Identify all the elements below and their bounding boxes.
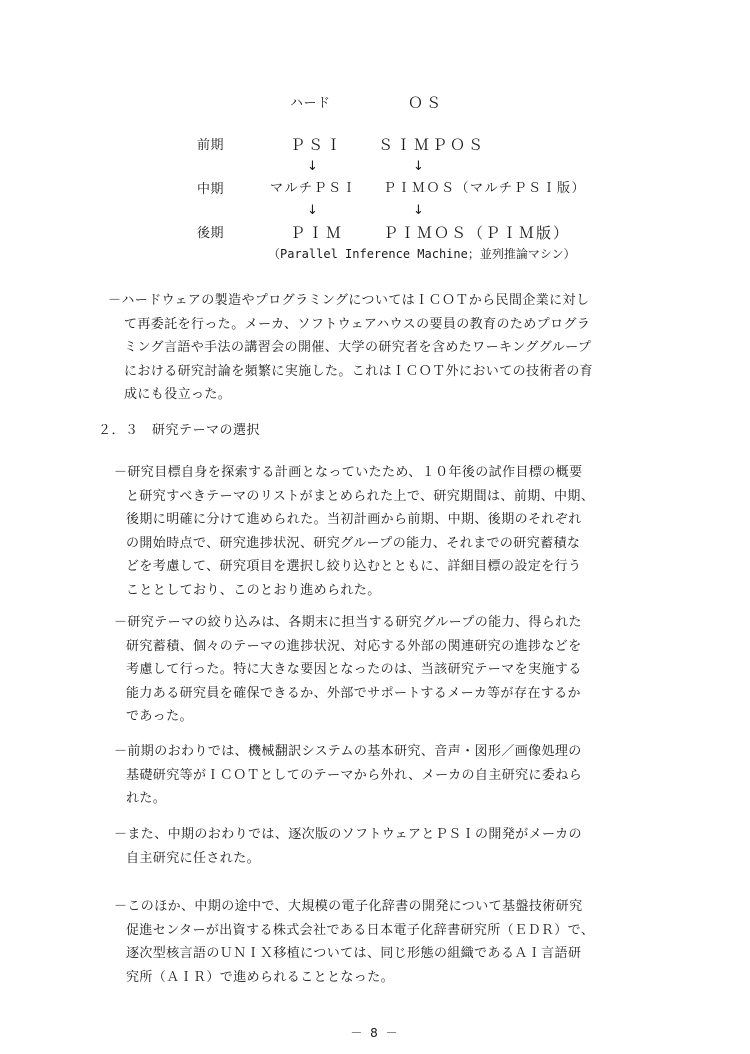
page-number: － 8 － xyxy=(350,1026,400,1040)
hard-middle: マルチＰＳＩ xyxy=(270,181,358,196)
arrow-down-icon: ↓ xyxy=(307,159,319,174)
period-middle: 中期 xyxy=(197,182,225,197)
arrow-down-icon: ↓ xyxy=(413,203,425,218)
bullet-paragraph: －また、中期のおわりでは、逐次版のソフトウェアとＰＳＩの開発がメーカの 自主研究に任された。 xyxy=(114,827,582,866)
os-late: ＰＩＭＯＳ（ＰＩＭ版） xyxy=(383,224,571,242)
period-late: 後期 xyxy=(197,226,225,241)
period-early: 前期 xyxy=(197,138,225,153)
bullet-paragraph: －研究目標自身を探索する計画となっていたため、１０年後の試作目標の概要 と研究すべきテーマのリストがまとめられた上で、研究期間は、前期、中期、 後期に明確に分けて進められた。当初計画から前期、中期、後期のそれぞれ の開始時点で、研究進捗状況、研究グループの能力、それまでの研究蓄積な どを考慮して、研究項目を選択し絞り込むとともに、詳細目標の設定を行う こととしており、このとおり進められた。 xyxy=(114,465,595,598)
bullet-paragraph: －研究テーマの絞り込みは、各期末に担当する研究グループの能力、得られた 研究蓄積、個々のテーマの進捗状況、対応する外部の関連研究の進捗などを 考慮して行った。特に大きな要因となったのは、当該研究テーマを実施する 能力ある研究員を確保できるか、外部でサポートするメーカ等が存在するか であった。 xyxy=(114,615,582,724)
bullet-paragraph: －前期のおわりでは、機械翻訳システムの基本研究、音声・図形／画像処理の 基礎研究等がＩＣＯＴとしてのテーマから外れ、メーカの自主研究に委ねら れた。 xyxy=(114,744,583,806)
arrow-down-icon: ↓ xyxy=(413,159,425,174)
intro-paragraph: －ハードウェアの製造やプログラミングについてはＩＣＯＴから民間企業に対し て再委託を行った。メーカ、ソフトウェアハウスの要員の教育のためプログラ ミング言語や手法の講習会の開催、大学の研究者を含めたワーキンググループ における研究討論を頻繁に実施した。これはＩＣＯＴ外においての技術者の育 成にも役立った。 xyxy=(108,293,594,402)
hard-early: ＰＳＩ xyxy=(290,136,345,154)
os-early: ＳＩＭＰＯＳ xyxy=(378,136,487,154)
hard-late: ＰＩＭ xyxy=(290,224,345,242)
section-heading: ２．３ 研究テーマの選択 xyxy=(98,423,261,438)
pim-note: （Parallel Inference Machine；並列推論マシン） xyxy=(268,247,576,261)
bullet-paragraph: －このほか、中期の途中で、大規模の電子化辞書の開発について基盤技術研究 促進センターが出資する株式会社である日本電子化辞書研究所（ＥＤＲ）で、 逐次型核言語のＵＮＩＸ移植については、同じ形態の組織であるＡＩ言語研 究所（ＡＩＲ）で進められることとなった。 xyxy=(114,899,595,985)
header-os: ＯＳ xyxy=(408,94,445,112)
os-middle: ＰＩＭＯＳ（マルチＰＳＩ版） xyxy=(383,181,587,196)
arrow-down-icon: ↓ xyxy=(307,203,319,218)
header-hard: ハード xyxy=(290,96,331,111)
